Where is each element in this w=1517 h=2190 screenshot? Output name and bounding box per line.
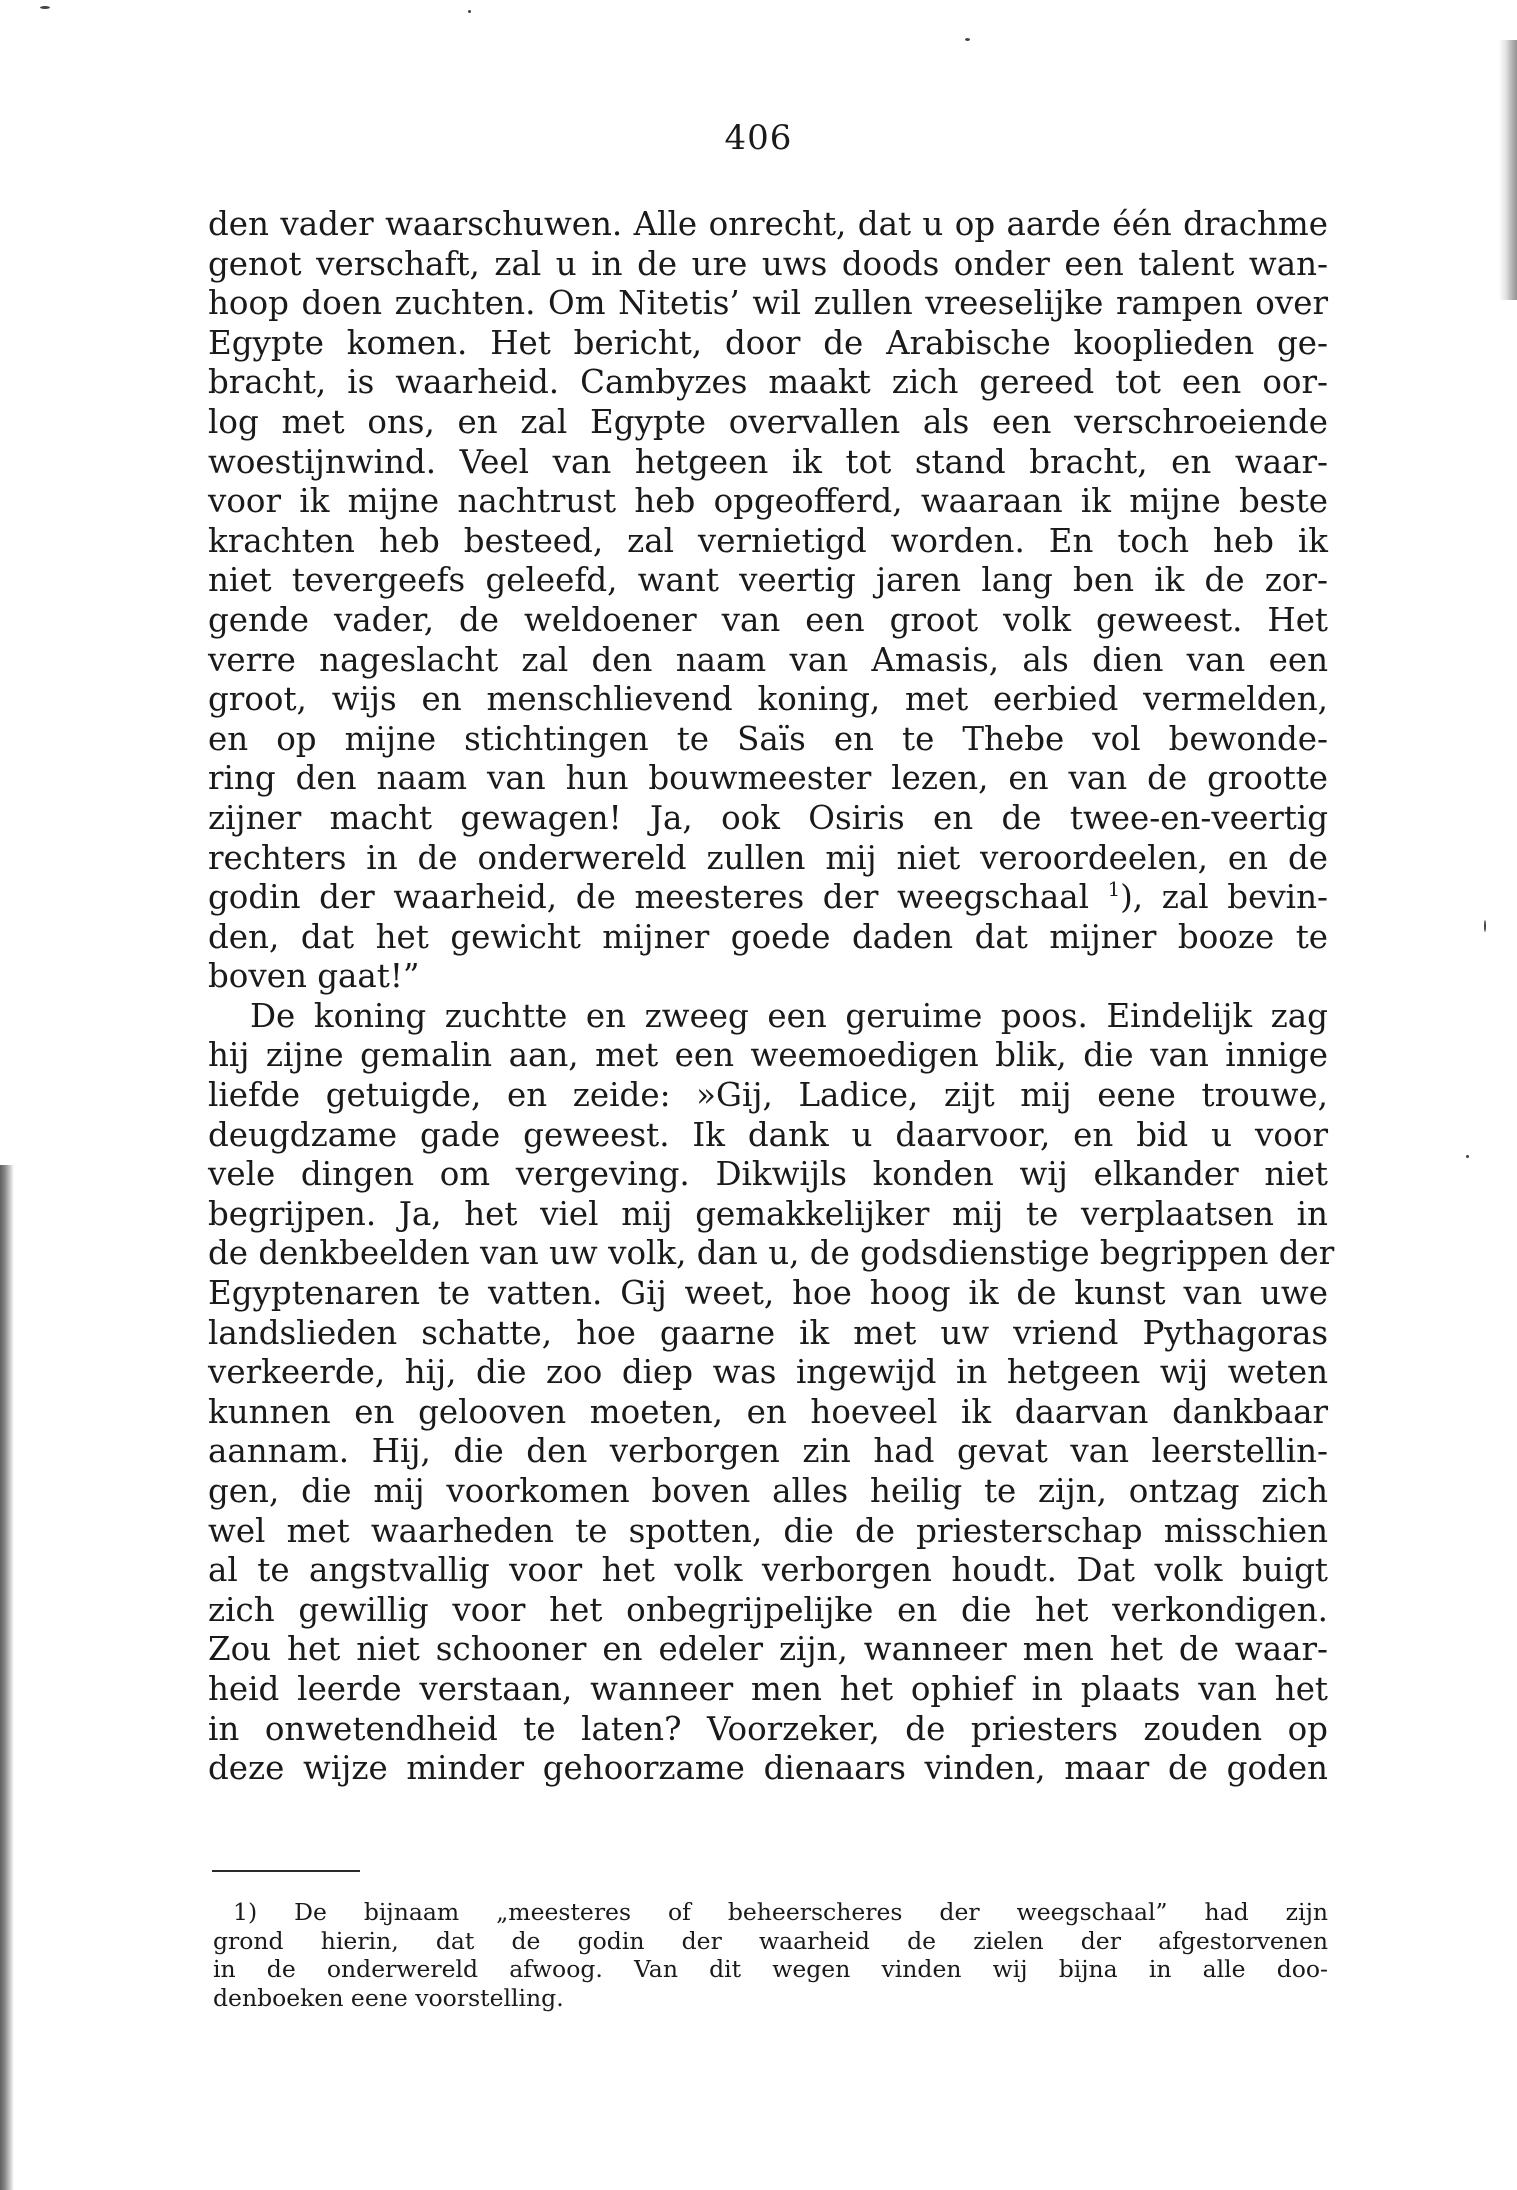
text-line: in onwetendheid te laten? Voorzeker, de priesters zouden op <box>208 1709 1328 1748</box>
text-line: Zou het niet schooner en edeler zijn, wanneer men het de waar- <box>208 1630 1328 1669</box>
scan-speck <box>1466 1155 1469 1158</box>
footnote-reference: 1 <box>1107 878 1121 902</box>
text-fragment: godin der waarheid, de meesteres der weegschaal <box>208 878 1090 917</box>
text-line: de denkbeelden van uw volk, dan u, de godsdienstige begrippen der <box>208 1234 1335 1273</box>
text-line: deze wijze minder gehoorzame dienaars vinden, maar de goden <box>208 1749 1328 1788</box>
text-line: zijner macht gewagen! Ja, ook Osiris en de twee-en-veertig <box>208 798 1328 837</box>
text-line: deugdzame gade geweest. Ik dank u daarvoor, en bid u voor <box>208 1115 1328 1154</box>
text-line: kunnen en gelooven moeten, en hoeveel ik daarvan dankbaar <box>208 1392 1328 1431</box>
text-line: landslieden schatte, hoe gaarne ik met uw vriend Pythagoras <box>208 1313 1328 1352</box>
scan-speck <box>1484 920 1486 932</box>
text-line: zich gewillig voor het onbegrijpelijke en die het verkondigen. <box>208 1590 1328 1629</box>
text-line: begrijpen. Ja, het viel mij gemakkelijker mij te verplaatsen in <box>208 1194 1328 1233</box>
scan-edge-left <box>0 1165 14 2190</box>
text-fragment: ), zal bevin- <box>1120 878 1328 917</box>
footnote-divider <box>212 1870 360 1872</box>
footnote-line: denboeken eene voorstelling. <box>213 1983 564 2012</box>
text-line: rechters in de onderwereld zullen mij niet veroordeelen, en de <box>208 838 1328 877</box>
text-line: den, dat het gewicht mijner goede daden dat mijner booze te <box>208 917 1328 956</box>
text-line: Egypte komen. Het bericht, door de Arabische kooplieden ge- <box>208 323 1328 362</box>
text-line: hoop doen zuchten. Om Nitetis’ wil zullen vreeselijke rampen over <box>208 284 1328 323</box>
scan-speck <box>40 6 50 9</box>
text-line: al te angstvallig voor het volk verborgen houdt. Dat volk buigt <box>208 1551 1328 1590</box>
scan-edge-right <box>1499 40 1517 300</box>
text-line: hij zijne gemalin aan, met een weemoedigen blik, die van innige <box>208 1036 1328 1075</box>
text-line: wel met waarheden te spotten, die de priesterschap misschien <box>208 1511 1328 1550</box>
text-line-with-footnote-ref <box>208 878 1328 918</box>
text-line: krachten heb besteed, zal vernietigd worden. En toch heb ik <box>208 521 1328 560</box>
text-line: liefde getuigde, en zeide: »Gij, Ladice, zijt mij eene trouwe, <box>208 1076 1328 1115</box>
text-line: verre nageslacht zal den naam van Amasis, als dien van een <box>208 640 1328 679</box>
text-line: verkeerde, hij, die zoo diep was ingewijd in hetgeen wij weten <box>208 1353 1328 1392</box>
text-line: ring den naam van hun bouwmeester lezen, en van de grootte <box>208 759 1328 798</box>
text-line: genot verschaft, zal u in de ure uws doods onder een talent wan- <box>208 244 1328 283</box>
text-line: vele dingen om vergeving. Dikwijls konden wij elkander niet <box>208 1155 1328 1194</box>
text-line: en op mijne stichtingen te Saïs en te Thebe vol bewonde- <box>208 719 1328 758</box>
text-line: De koning zuchtte en zweeg een geruime poos. Eindelijk zag <box>250 996 1328 1035</box>
footnote-line: grond hierin, dat de godin der waarheid de zielen der afgestorvenen <box>213 1926 1328 1955</box>
text-line: Egyptenaren te vatten. Gij weet, hoe hoog ik de kunst van uwe <box>208 1274 1328 1313</box>
text-line: den vader waarschuwen. Alle onrecht, dat u op aarde één drachme <box>208 205 1328 243</box>
text-line: bracht, is waarheid. Cambyzes maakt zich gereed tot een oor- <box>208 363 1328 402</box>
text-line: gen, die mij voorkomen boven alles heilig te zijn, ontzag zich <box>208 1472 1328 1510</box>
text-line: woestijnwind. Veel van hetgeen ik tot stand bracht, en waar- <box>208 442 1328 481</box>
footnote-line: 1) De bijnaam „meesteres of beheerscheres der weegschaal” had zijn <box>233 1898 1328 1926</box>
text-line: boven gaat!” <box>208 957 420 996</box>
text-line: log met ons, en zal Egypte overvallen als een verschroeiende <box>208 402 1328 441</box>
text-line: niet tevergeefs geleefd, want veertig jaren lang ben ik de zor- <box>208 561 1328 600</box>
scan-speck <box>965 38 970 41</box>
scan-speck <box>468 10 471 13</box>
text-line: gende vader, de weldoener van een groot volk geweest. Het <box>208 600 1328 639</box>
text-line: voor ik mijne nachtrust heb opgeofferd, waaraan ik mijne beste <box>208 482 1328 521</box>
footnote <box>213 1898 1328 2012</box>
footnote-line: in de onderwereld afwoog. Van dit wegen vinden wij bijna in alle doo- <box>213 1955 1328 1983</box>
text-line: aannam. Hij, die den verborgen zin had gevat van leerstellin- <box>208 1432 1328 1471</box>
text-line: groot, wijs en menschlievend koning, met eerbied vermelden, <box>208 680 1328 719</box>
body-text <box>208 205 1335 1789</box>
page-number: 406 <box>724 118 793 158</box>
text-line: heid leerde verstaan, wanneer men het ophief in plaats van het <box>208 1669 1328 1708</box>
